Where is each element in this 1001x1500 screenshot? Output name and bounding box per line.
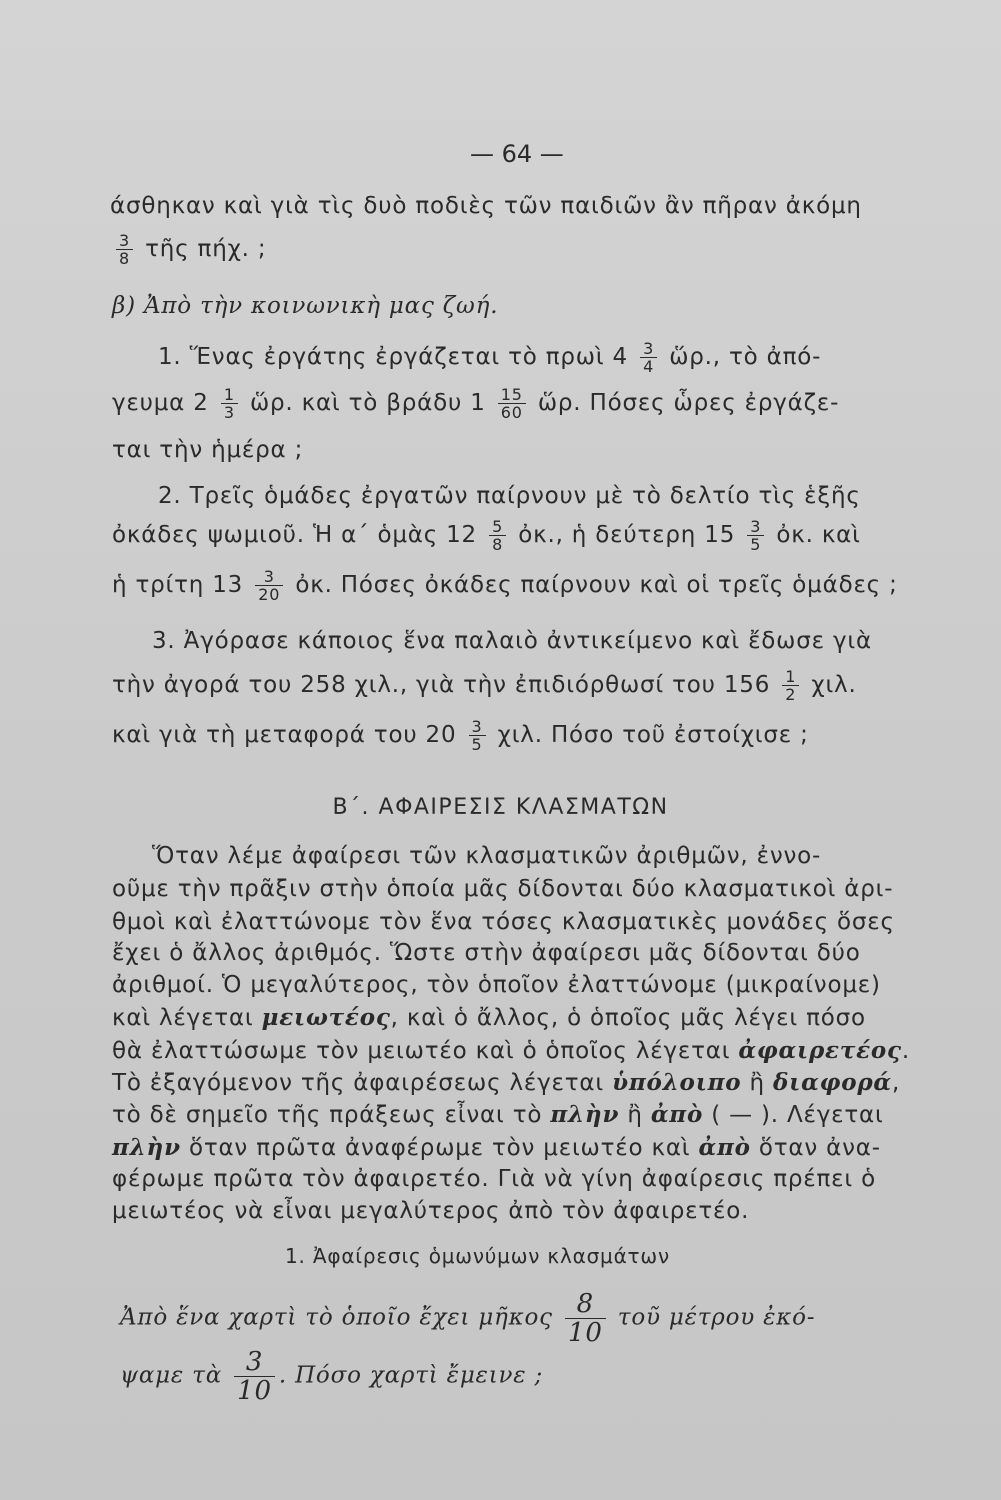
fraction: $\frac{1}{2}$ [782,668,799,703]
fraction: $\frac{8}{10}$ [565,1290,606,1347]
body-line: Τὸ ἐξαγόμενον τῆς ἀφαιρέσεως λέγεται ὑπόλοιπο ἢ διαφορά, [112,1069,901,1096]
text-line: 3. Ἀγόρασε κάποιος ἕνα παλαιὸ ἀντικείμενο καὶ ἔδωσε γιὰ [152,628,872,654]
term-subtrahend: ἀφαιρετέος [738,1037,902,1064]
fraction: $\frac{3}{5}$ [747,518,764,553]
body-line: φέρωμε πρῶτα τὸν ἀφαιρετέο. Γιὰ νὰ γίνη ἀφαίρεσις πρέπει ὁ [112,1166,876,1192]
body-line: πλὴν ὅταν πρῶτα ἀναφέρωμε τὸν μειωτέο καὶ ἀπὸ ὅταν ἀνα- [112,1134,881,1161]
term-minuend: μειωτέος [261,1004,391,1031]
fraction: $\frac{3}{4}$ [640,340,657,375]
text-line: άσθηκαν καὶ γιὰ τὶς δυὸ ποδιὲς τῶν παιδιῶν ἂν πῆραν ἀκόμη [110,193,862,219]
fraction: $\frac{3}{5}$ [469,718,486,753]
text-line: 2. Τρεῖς ὁμάδες ἐργατῶν παίρνουν μὲ τὸ δελτίο τὶς ἑξῆς [158,483,861,509]
body-line: μειωτέος νὰ εἶναι μεγαλύτερος ἀπὸ τὸν ἀφαιρετέο. [112,1198,750,1224]
section-heading: β) Ἀπὸ τὴν κοινωνικὴ μας ζωή. [112,293,499,319]
fraction: $\frac{3}{8}$ [116,232,133,267]
term-from: ἀπὸ [698,1134,751,1161]
fraction: $\frac{3}{10}$ [234,1348,275,1405]
text-line: γευμα 2 $\frac{1}{3}$ ὥρ. καὶ τὸ βράδυ 1 $\frac{15}{60}$ ὥρ. Πόσες ὧρες ἐργάζε- [112,385,840,422]
text-line: καὶ γιὰ τὴ μεταφορά του 20 $\frac{3}{5}$ χιλ. Πόσο τοῦ ἐστοίχισε ; [112,717,809,754]
term-remainder: ὑπόλοιπο [612,1069,742,1096]
problem-line: ψαμε τὰ $\frac{3}{10}$ . Πόσο χαρτὶ ἔμεινε ; [120,1347,544,1406]
term-minus: πλὴν [550,1101,620,1128]
text-line: $\frac{3}{8}$ τῆς πήχ. ; [112,232,266,267]
fraction: $\frac{3}{20}$ [255,568,283,603]
subheading: 1. Ἀφαίρεσις ὁμωνύμων κλασμάτων [285,1244,670,1268]
text-line: τὴν ἀγορά του 258 χιλ., γιὰ τὴν ἐπιδιόρθωσί του 156 $\frac{1}{2}$ χιλ. [112,667,857,704]
term-difference: διαφορά [773,1069,892,1096]
fraction: $\frac{1}{3}$ [221,386,238,421]
body-line: καὶ λέγεται μειωτέος, καὶ ὁ ἄλλος, ὁ ὁποῖος μᾶς λέγει πόσο [112,1004,866,1031]
problem-line: Ἀπὸ ἕνα χαρτὶ τὸ ὁποῖο ἔχει μῆκος $\frac{8}{10}$ τοῦ μέτρου ἐκό- [120,1289,816,1348]
term-minus: πλὴν [112,1134,181,1161]
text-line: 1. Ἕνας ἐργάτης ἐργάζεται τὸ πρωὶ 4 $\frac{3}{4}$ ὥρ., τὸ ἀπό- [158,339,822,376]
fraction: $\frac{15}{60}$ [498,386,526,421]
fraction: $\frac{5}{8}$ [489,518,506,553]
text-line: ὀκάδες ψωμιοῦ. Ἡ α΄ ὁμὰς 12 $\frac{5}{8}$ ὀκ., ἡ δεύτερη 15 $\frac{3}{5}$ ὀκ. καὶ [112,517,861,554]
chapter-heading: Β΄. ΑΦΑΙΡΕΣΙΣ ΚΛΑΣΜΑΤΩΝ [332,795,669,820]
text-line: ἡ τρίτη 13 $\frac{3}{20}$ ὀκ. Πόσες ὀκάδες παίρνουν καὶ οἱ τρεῖς ὁμάδες ; [112,567,898,604]
body-line: οῦμε τὴν πρᾶξιν στὴν ὁποία μᾶς δίδονται δύο κλασματικοὶ ἀρι- [112,876,894,902]
body-line: θὰ ἐλαττώσωμε τὸν μειωτέο καὶ ὁ ὁποῖος λέγεται ἀφαιρετέος. [112,1037,910,1064]
text-line: ται τὴν ἡμέρα ; [112,437,304,463]
page-number: — 64 — [470,140,564,168]
term-from: ἀπὸ [650,1101,704,1128]
body-line: θμοὶ καὶ ἐλαττώνομε τὸν ἕνα τόσες κλασματικὲς μονάδες ὅσες [112,909,895,935]
body-line: ἔχει ὁ ἄλλος ἀριθμός. Ὥστε στὴν ἀφαίρεσι μᾶς δίδονται δύο [112,940,861,966]
body-line: ἀριθμοί. Ὁ μεγαλύτερος, τὸν ὁποῖον ἐλαττώνομε (μικραίνομε) [112,972,881,998]
body-line: Ὅταν λέμε ἀφαίρεσι τῶν κλασματικῶν ἀριθμῶν, ἐννο- [152,843,822,869]
body-line: τὸ δὲ σημεῖο τῆς πράξεως εἶναι τὸ πλὴν ἢ ἀπὸ ( — ). Λέγεται [112,1101,884,1128]
